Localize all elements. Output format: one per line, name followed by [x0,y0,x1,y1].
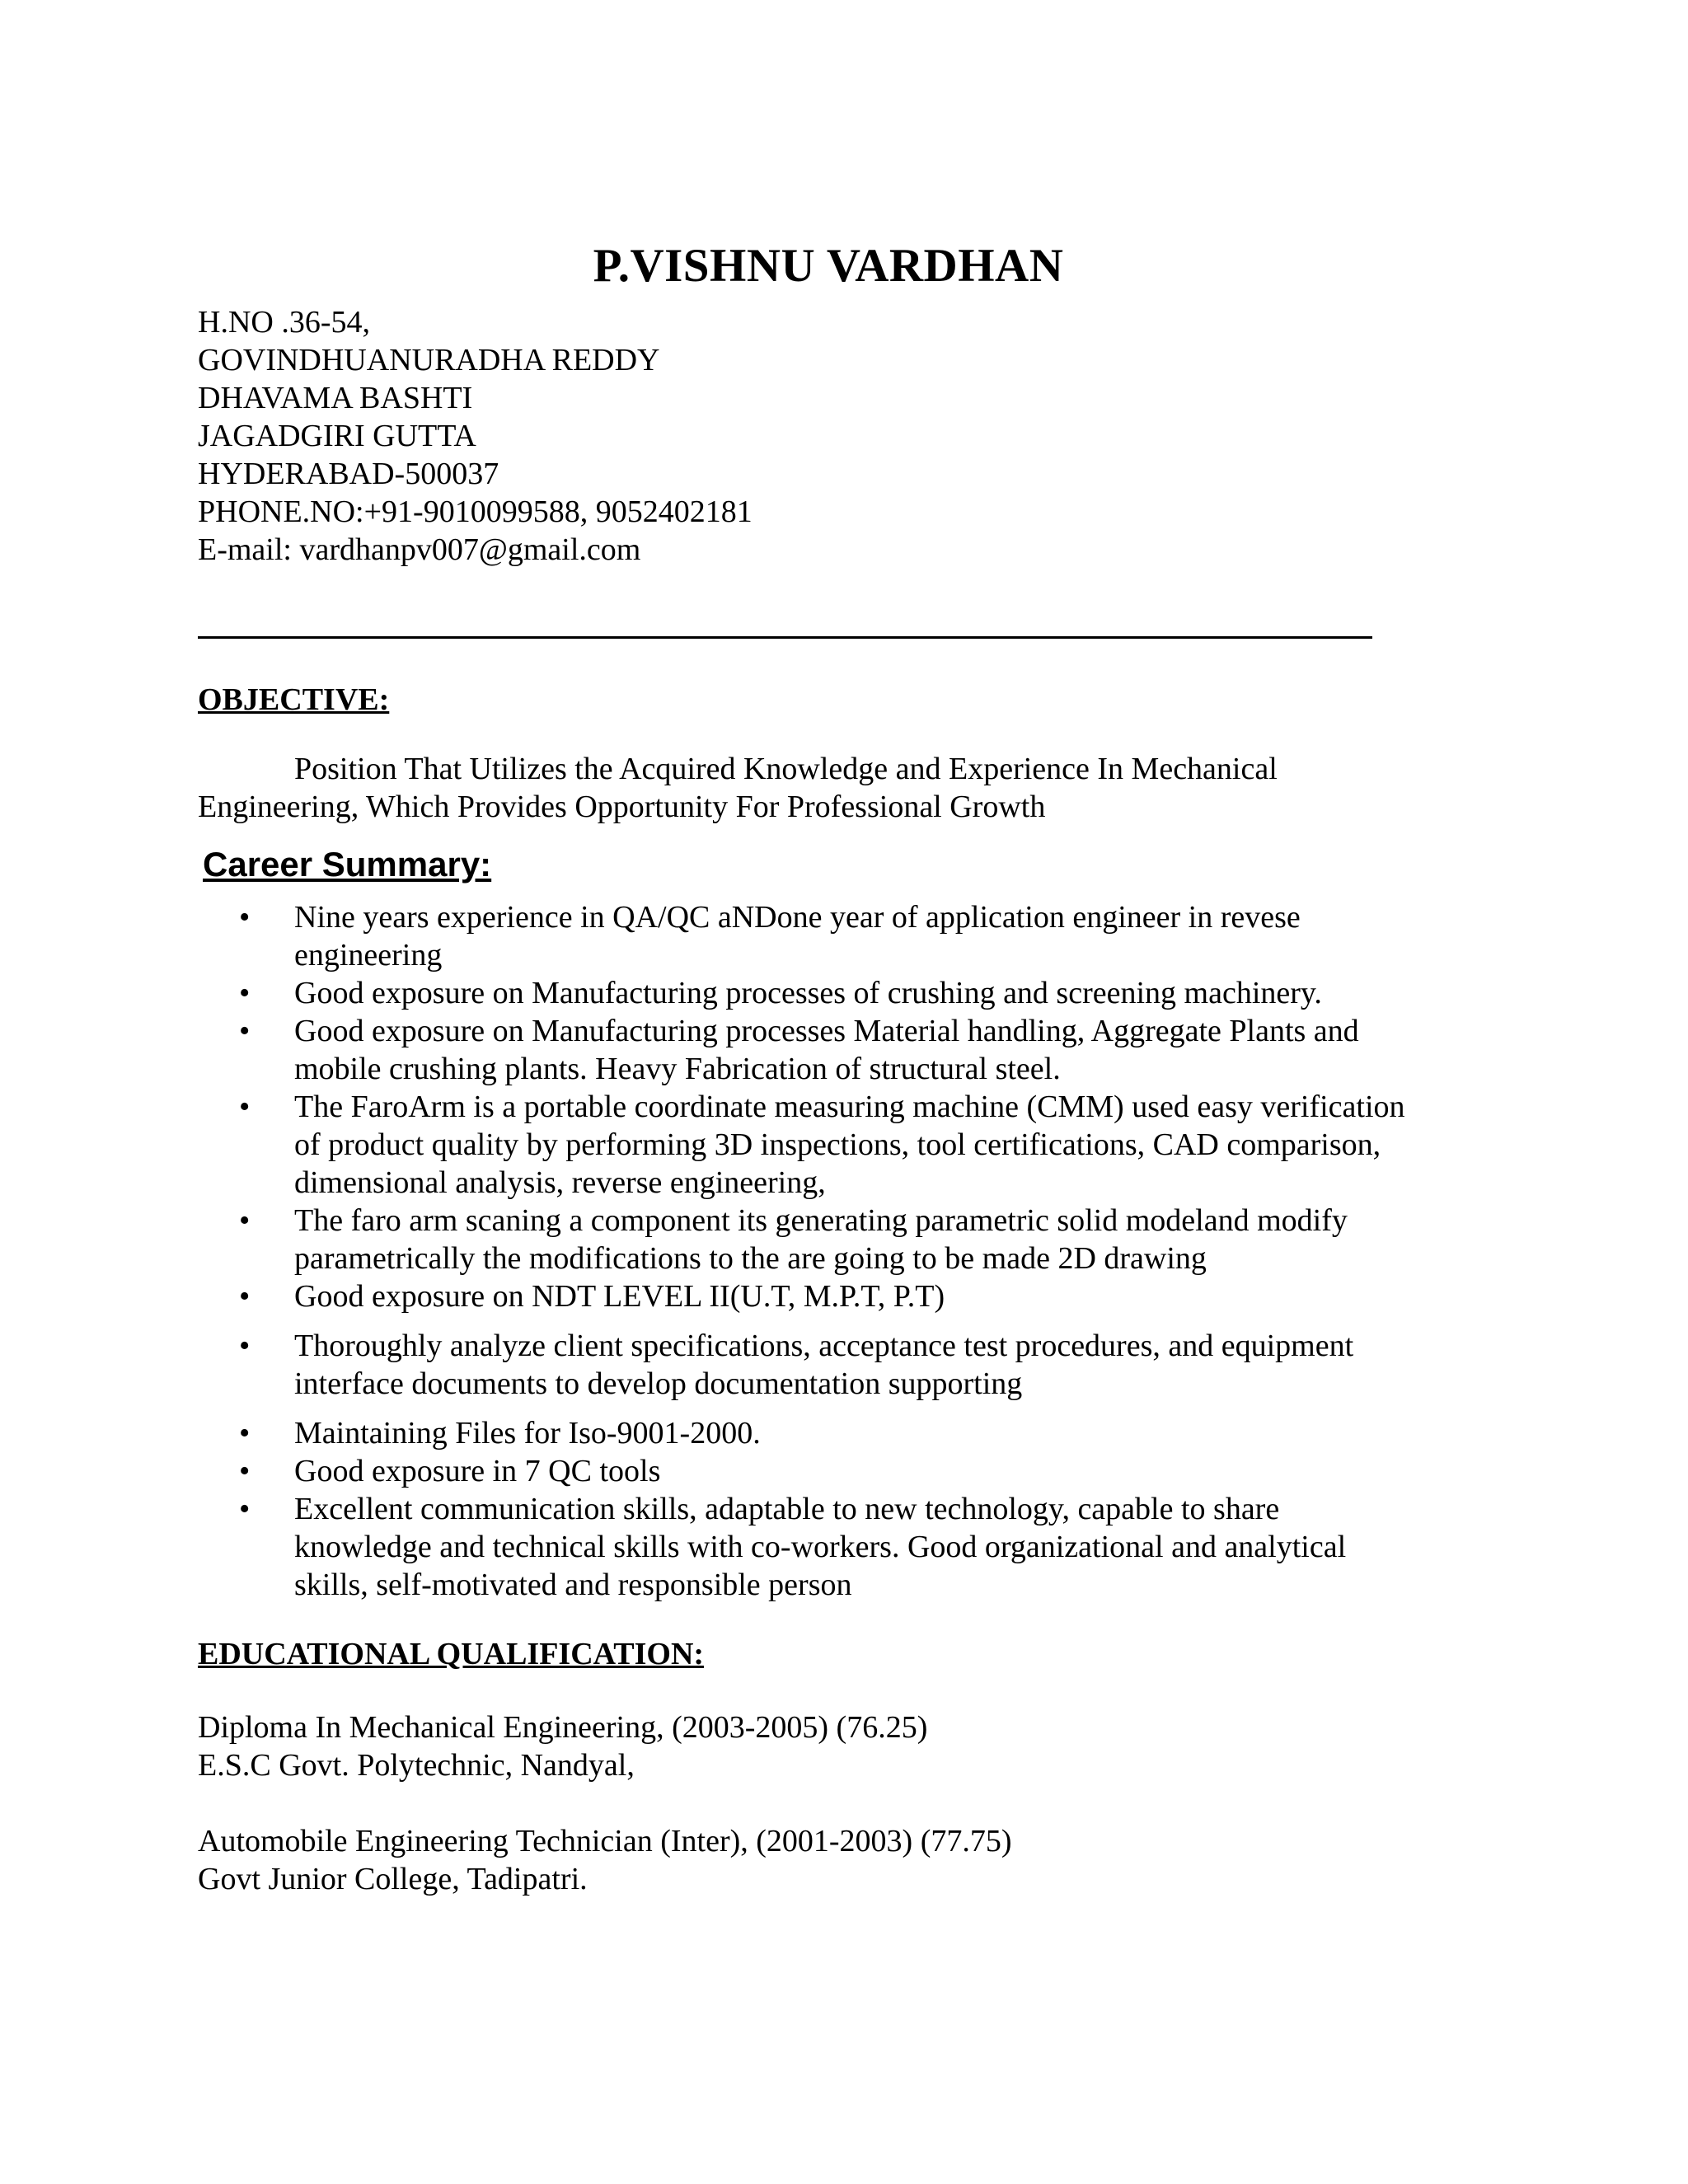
address-line: DHAVAMA BASHTI [198,381,473,415]
header-divider [198,636,1372,639]
career-summary-line: Good exposure on Manufacturing processes of crushing and screening machinery. [294,976,1322,1010]
contact-block [198,303,753,569]
career-summary-line: Good exposure on NDT LEVEL II(U.T, M.P.T, P.T) [294,1279,945,1314]
career-summary-line: Maintaining Files for Iso-9001-2000. [294,1416,761,1451]
career-summary-line: skills, self-motivated and responsible person [294,1568,852,1602]
education-entry [198,1708,927,1784]
career-summary-line: of product quality by performing 3D inspections, tool certifications, CAD comparison, [294,1127,1381,1162]
bullet-icon: • [239,1492,251,1526]
career-summary-line: Good exposure in 7 QC tools [294,1454,661,1488]
address-line: H.NO .36-54, [198,305,370,340]
bullet-icon: • [239,1090,251,1124]
career-summary-line: Thoroughly analyze client specifications, acceptance test procedures, and equipment [294,1329,1354,1363]
education-institution: E.S.C Govt. Polytechnic, Nandyal, [198,1748,635,1783]
education-heading: EDUCATIONAL QUALIFICATION: [198,1637,705,1671]
education-institution: Govt Junior College, Tadipatri. [198,1862,588,1896]
career-summary-line: dimensional analysis, reverse engineering, [294,1165,826,1200]
bullet-icon: • [239,976,251,1010]
address-line: JAGADGIRI GUTTA [198,419,476,453]
career-summary-line: Excellent communication skills, adaptable to new technology, capable to share [294,1492,1280,1526]
education-degree: Diploma In Mechanical Engineering, (2003-2005) (76.25) [198,1710,928,1745]
bullet-icon: • [239,1279,251,1314]
bullet-icon: • [239,1329,251,1363]
career-summary-item [239,898,1475,974]
career-summary-item [239,974,1475,1012]
education-entry [198,1822,1012,1898]
education-degree: Automobile Engineering Technician (Inter), (2001-2003) (77.75) [198,1824,1012,1858]
career-summary-line: knowledge and technical skills with co-workers. Good organizational and analytical [294,1530,1347,1564]
objective-text [198,750,1352,826]
career-summary-item [239,1012,1475,1088]
bullet-icon: • [239,1203,251,1238]
bullet-icon: • [239,1014,251,1048]
career-summary-line: interface documents to develop documentation supporting [294,1366,1023,1401]
career-summary-line: engineering [294,938,443,972]
career-summary-line: mobile crushing plants. Heavy Fabrication of structural steel. [294,1052,1061,1086]
career-summary-item [239,1452,1475,1490]
address-line: HYDERABAD-500037 [198,457,499,491]
objective-line: Engineering, Which Provides Opportunity For Professional Growth [198,790,1046,824]
bullet-icon: • [239,900,251,935]
career-summary-item [239,1490,1475,1604]
career-summary-item [239,1202,1475,1277]
career-summary-heading: Career Summary: [203,845,492,883]
career-summary-item [239,1088,1475,1202]
career-summary-line: parametrically the modifications to the are going to be made 2D drawing [294,1241,1207,1276]
career-summary-line: The faro arm scaning a component its generating parametric solid modeland modify [294,1203,1348,1238]
bullet-icon: • [239,1416,251,1451]
career-summary-list [239,898,1475,1604]
career-summary-line: The FaroArm is a portable coordinate measuring machine (CMM) used easy verification [294,1090,1405,1124]
bullet-icon: • [239,1454,251,1488]
objective-heading: OBJECTIVE: [198,682,390,717]
career-summary-item [239,1277,1475,1315]
career-summary-item [239,1327,1475,1403]
phone-line: PHONE.NO:+91-9010099588, 9052402181 [198,494,753,529]
candidate-name: P.VISHNU VARDHAN [593,240,1064,292]
objective-line: Position That Utilizes the Acquired Knowledge and Experience In Mechanical [294,752,1278,786]
career-summary-line: Good exposure on Manufacturing processes Material handling, Aggregate Plants and [294,1014,1359,1048]
career-summary-line: Nine years experience in QA/QC aNDone year of application engineer in revese [294,900,1301,935]
email-line: E-mail: vardhanpv007@gmail.com [198,532,641,567]
career-summary-item [239,1414,1475,1452]
address-line: GOVINDHUANURADHA REDDY [198,343,660,377]
